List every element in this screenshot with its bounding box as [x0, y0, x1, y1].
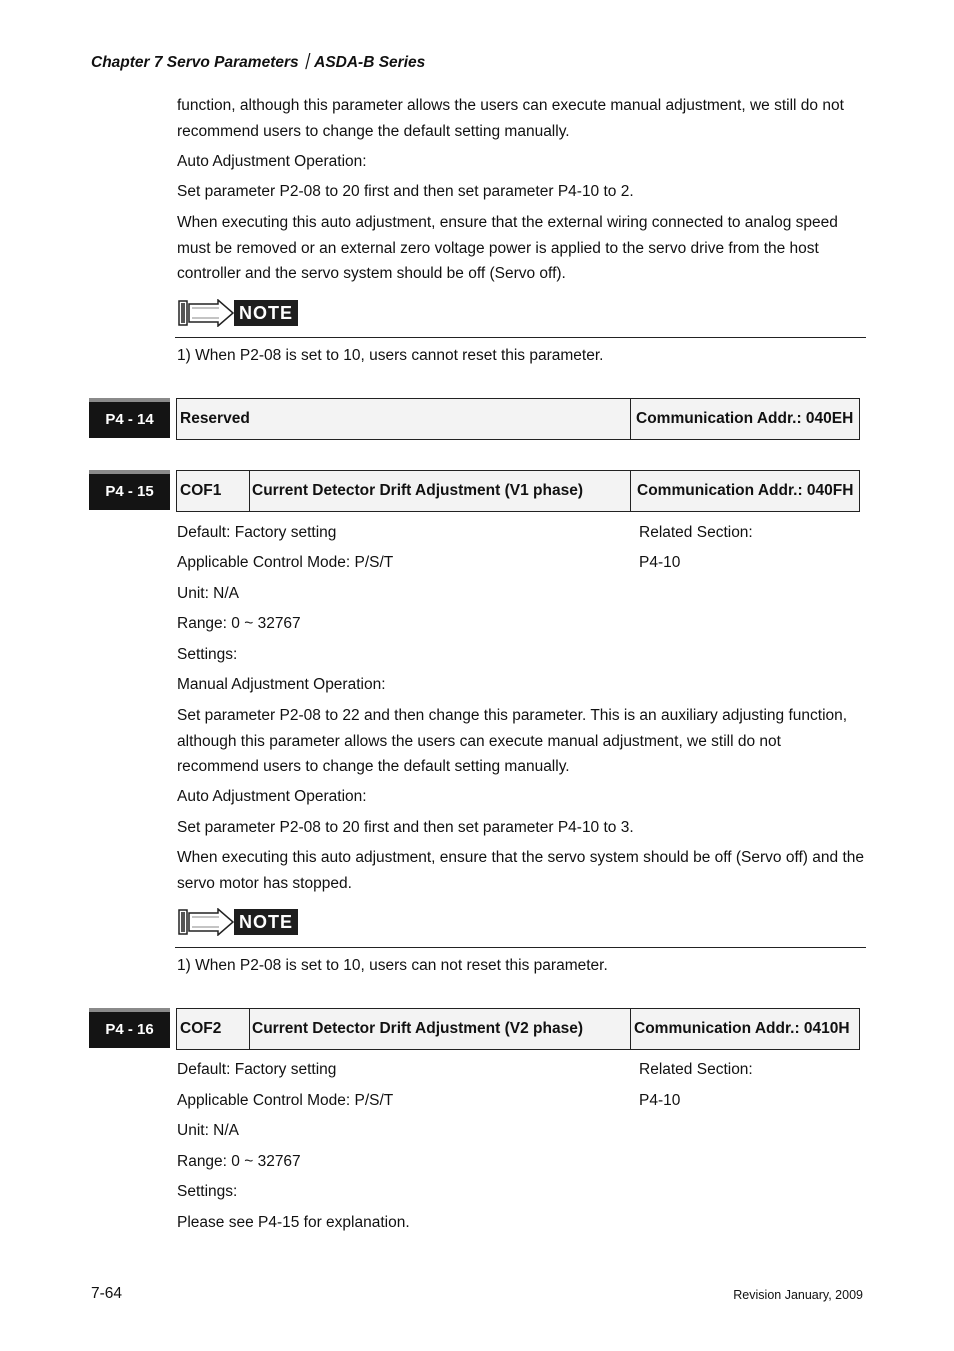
note-label: NOTE	[234, 300, 298, 326]
note-divider	[175, 947, 866, 948]
note-badge	[178, 299, 300, 327]
param-comm-addr: Communication Addr.: 040EH	[636, 410, 854, 427]
param-explanation: Please see P4-15 for explanation.	[177, 1214, 410, 1231]
param-control-mode: Applicable Control Mode: P/S/T	[177, 1092, 394, 1109]
cell-divider	[249, 1009, 250, 1049]
param-range: Range: 0 ~ 32767	[177, 615, 301, 632]
auto-adjustment-step: Set parameter P2-08 to 20 first and then set parameter P4-10 to 2.	[177, 183, 634, 200]
note-item: 1) When P2-08 is set to 10, users can not reset this parameter.	[177, 957, 608, 974]
param-settings: Settings:	[177, 646, 238, 663]
chapter-header: Chapter 7 Servo Parameters｜ASDA-B Series	[91, 54, 426, 71]
cell-divider	[630, 399, 631, 439]
revision-date: Revision January, 2009	[733, 1288, 863, 1302]
param-header-p4-15	[176, 470, 860, 512]
param-name: Current Detector Drift Adjustment (V1 phase)	[252, 482, 583, 499]
note-arrow-icon	[178, 299, 234, 327]
cell-divider	[630, 471, 631, 511]
param-comm-addr: Communication Addr.: 040FH	[637, 482, 854, 499]
page-number: 7-64	[91, 1285, 123, 1302]
param-tag-p4-16: P4 - 16	[89, 1008, 170, 1048]
cell-divider	[249, 471, 250, 511]
param-name: Reserved	[180, 410, 250, 427]
param-range: Range: 0 ~ 32767	[177, 1153, 301, 1170]
auto-adjustment-step: Set parameter P2-08 to 20 first and then set parameter P4-10 to 3.	[177, 819, 634, 836]
auto-adjustment-warning: When executing this auto adjustment, ensure that the servo system should be off (Servo off) and the servo motor has stopped.	[177, 849, 864, 892]
note-label: NOTE	[234, 909, 298, 935]
manual-adjustment-text: Set parameter P2-08 to 22 and then change this parameter. This is an auxiliary adjusting function, although this parameter allows the users can execute manual adjustment, we still do not recommend users to change the default setting manually.	[177, 707, 848, 775]
param-default: Default: Factory setting	[177, 1061, 337, 1078]
param-code: COF2	[180, 1020, 222, 1037]
note-item: 1) When P2-08 is set to 10, users cannot reset this parameter.	[177, 347, 604, 364]
param-tag-p4-15: P4 - 15	[89, 470, 170, 510]
note-divider	[175, 337, 866, 338]
note-badge	[178, 908, 300, 936]
note-arrow-icon	[178, 908, 234, 936]
param-code: COF1	[180, 482, 222, 499]
manual-adjustment-title: Manual Adjustment Operation:	[177, 676, 386, 693]
cell-divider	[630, 1009, 631, 1049]
param-default: Default: Factory setting	[177, 524, 337, 541]
auto-adjustment-warning: When executing this auto adjustment, ensure that the external wiring connected to analog speed must be removed or an external zero voltage power is applied to the servo drive from the host controller and the servo system should be off (Servo off).	[177, 214, 838, 282]
related-section-label: Related Section:	[639, 524, 753, 541]
paragraph-manual-continuation: function, although this parameter allows the users can execute manual adjustment, we still do not recommend users to change the default setting manually.	[177, 97, 844, 140]
param-unit: Unit: N/A	[177, 1122, 240, 1139]
param-tag-p4-14: P4 - 14	[89, 398, 170, 438]
related-section-label: Related Section:	[639, 1061, 753, 1078]
param-name: Current Detector Drift Adjustment (V2 phase)	[252, 1020, 583, 1037]
auto-adjustment-title: Auto Adjustment Operation:	[177, 153, 367, 170]
related-section-value: P4-10	[639, 1092, 681, 1109]
param-control-mode: Applicable Control Mode: P/S/T	[177, 554, 394, 571]
param-comm-addr: Communication Addr.: 0410H	[634, 1020, 850, 1037]
param-header-p4-14	[176, 398, 860, 440]
auto-adjustment-title: Auto Adjustment Operation:	[177, 788, 367, 805]
param-header-p4-16	[176, 1008, 860, 1050]
param-settings: Settings:	[177, 1183, 238, 1200]
param-unit: Unit: N/A	[177, 585, 240, 602]
related-section-value: P4-10	[639, 554, 681, 571]
